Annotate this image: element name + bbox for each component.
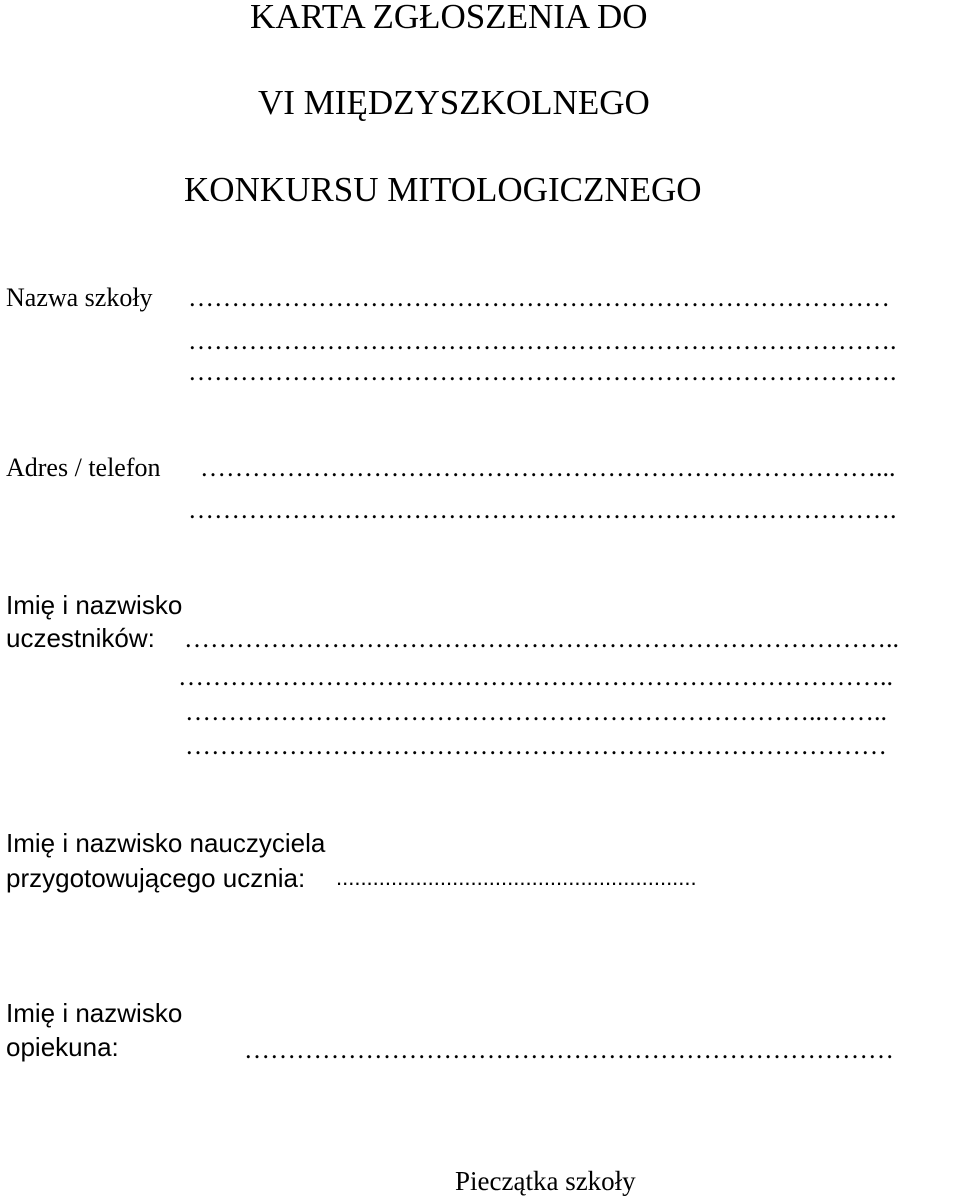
form-title-line3: KONKURSU MITOLOGICZNEGO xyxy=(184,170,702,209)
school-name-field-line3[interactable]: ………………………………………………………………………. xyxy=(188,357,897,386)
participants-field-line1[interactable]: ……………………………………………………………………….. xyxy=(184,624,899,653)
guardian-field[interactable]: ………………………………………………………………… xyxy=(244,1035,894,1064)
school-name-field-line2[interactable]: ………………………………………………………………………. xyxy=(188,326,897,355)
guardian-label-line2: opiekuna: xyxy=(6,1032,119,1062)
address-phone-label: Adres / telefon xyxy=(6,453,161,482)
guardian-label-line1: Imię i nazwisko xyxy=(6,998,183,1028)
participants-field-line2[interactable]: ……………………………………………………………………….. xyxy=(178,662,893,691)
school-name-label: Nazwa szkoły xyxy=(6,283,153,312)
participants-label-line2: uczestników: xyxy=(6,623,155,653)
form-title-line1: KARTA ZGŁOSZENIA DO xyxy=(250,0,648,36)
school-stamp-label: Pieczątka szkoły xyxy=(455,1166,636,1196)
teacher-label-line2: przygotowującego ucznia: xyxy=(6,863,306,893)
participants-label-line1: Imię i nazwisko xyxy=(6,590,183,620)
form-title-line2: VI MIĘDZYSZKOLNEGO xyxy=(258,83,650,122)
teacher-field[interactable]: ........................................................... xyxy=(336,865,697,890)
address-phone-field-line1[interactable]: ……………………………………………………………………... xyxy=(200,453,896,482)
participants-field-line4[interactable]: ……………………………………………………………………… xyxy=(185,731,887,760)
school-name-field-line1[interactable]: ……………………………………………………………………… xyxy=(188,283,890,312)
address-phone-field-line2[interactable]: ………………………………………………………………………. xyxy=(188,495,897,524)
teacher-label-line1: Imię i nazwisko nauczyciela xyxy=(6,828,326,858)
participants-field-line3[interactable]: ………………………………………………………………..…….. xyxy=(185,697,887,726)
